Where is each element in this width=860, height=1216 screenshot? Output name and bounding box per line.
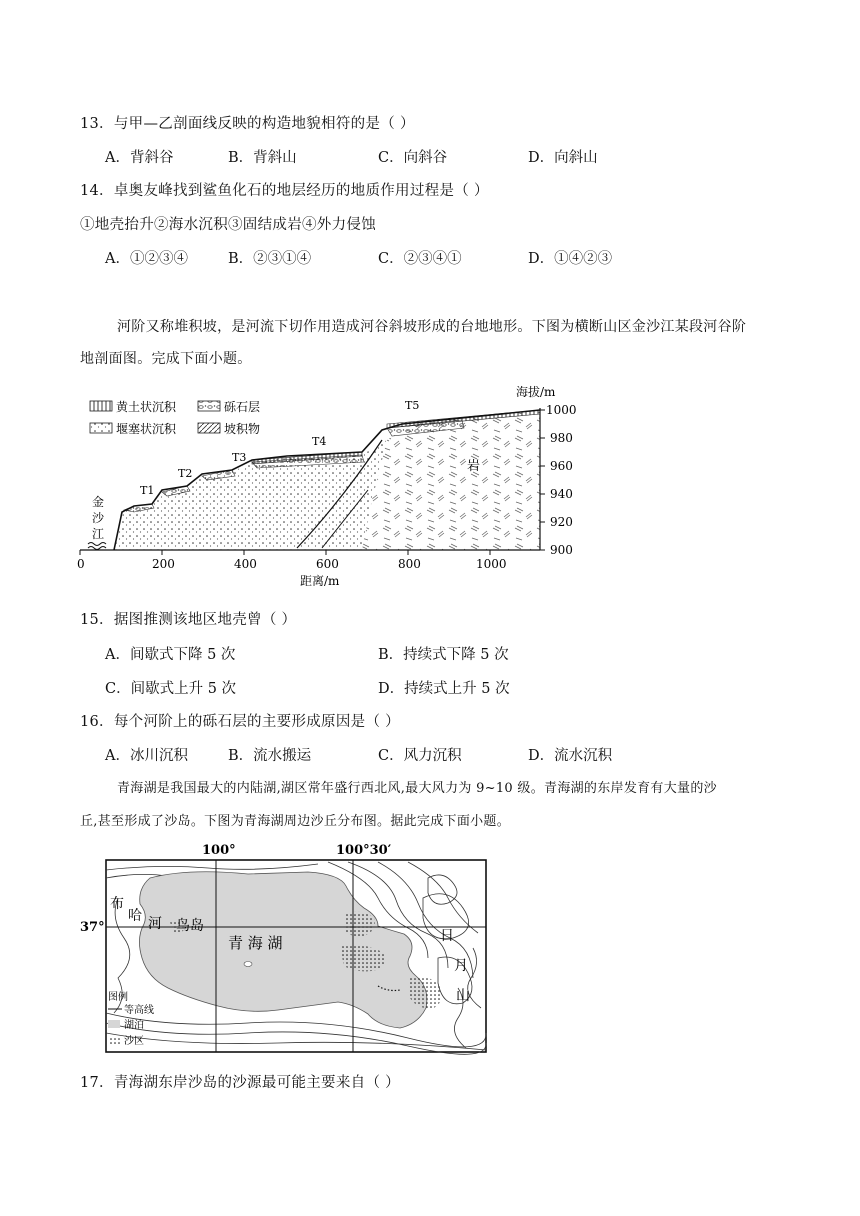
y-tick-960: 960 bbox=[550, 459, 573, 473]
water-wave-icon bbox=[88, 543, 106, 546]
rock-label: 岩 bbox=[467, 459, 481, 474]
legend-lake: 湖泊 bbox=[124, 1020, 144, 1031]
x-tick-200: 200 bbox=[152, 557, 175, 571]
terrace-profile-figure bbox=[72, 380, 612, 590]
q13-option-c[interactable]: C．向斜谷 bbox=[378, 150, 448, 166]
terrace-label-t5: T5 bbox=[405, 399, 420, 412]
label-yue: 月 bbox=[454, 958, 468, 974]
passage2-line1: 青海湖是我国最大的内陆湖,湖区常年盛行西北风,最大风力为 9~10 级。青海湖的东岸发育有大量的沙 bbox=[117, 781, 717, 796]
terrace-label-t2: T2 bbox=[178, 467, 193, 480]
x-tick-0: 0 bbox=[77, 557, 85, 571]
q15-stem: 15．据图推测该地区地壳曾（ ） bbox=[80, 612, 297, 628]
q16-option-c[interactable]: C．风力沉积 bbox=[378, 748, 462, 764]
river-label-3: 江 bbox=[92, 527, 105, 541]
legend-colluvium: 坡积物 bbox=[224, 422, 261, 436]
label-ri: 日 bbox=[440, 928, 454, 944]
label-bu: 布 bbox=[110, 896, 124, 912]
q13-stem: 13．与甲—乙剖面线反映的构造地貌相符的是（ ） bbox=[80, 116, 415, 132]
q14-stem: 14．卓奥友峰找到鲨鱼化石的地层经历的地质作用过程是（ ） bbox=[80, 183, 489, 199]
legend-contour: 等高线 bbox=[124, 1005, 154, 1016]
q14-processes: ①地壳抬升②海水沉积③固结成岩④外力侵蚀 bbox=[80, 217, 376, 233]
x-tick-1000: 1000 bbox=[476, 557, 507, 571]
q13-option-d[interactable]: D．向斜山 bbox=[528, 150, 598, 166]
legend-dammed-deposit: 堰塞状沉积 bbox=[116, 422, 177, 436]
label-niaodao: 鸟岛 bbox=[176, 918, 204, 934]
terrace-label-t3: T3 bbox=[232, 451, 247, 464]
x-tick-800: 800 bbox=[398, 557, 421, 571]
passage1-line2: 地剖面图。完成下面小题。 bbox=[80, 351, 252, 367]
q16-option-d[interactable]: D．流水沉积 bbox=[528, 748, 613, 764]
lon-label-100: 100° bbox=[202, 843, 236, 858]
q13-option-b[interactable]: B．背斜山 bbox=[228, 150, 297, 166]
label-he: 河 bbox=[148, 916, 162, 932]
terrace-label-t4: T4 bbox=[312, 435, 327, 448]
river-label-2: 沙 bbox=[92, 511, 105, 525]
x-axis-title: 距离/m bbox=[300, 574, 340, 588]
q15-option-c[interactable]: C．间歇式上升 5 次 bbox=[105, 681, 237, 697]
q16-option-b[interactable]: B．流水搬运 bbox=[228, 748, 312, 764]
x-ticks bbox=[77, 550, 507, 571]
q15-option-a[interactable]: A．间歇式下降 5 次 bbox=[105, 647, 236, 663]
legend-sand: 沙区 bbox=[124, 1036, 144, 1047]
river-label-1: 金 bbox=[92, 495, 105, 509]
x-tick-600: 600 bbox=[316, 557, 339, 571]
q16-stem: 16．每个河阶上的砾石层的主要形成原因是（ ） bbox=[80, 714, 400, 730]
lon-label-100-30: 100°30′ bbox=[336, 843, 392, 858]
label-qinghai-lake: 青 海 湖 bbox=[228, 934, 283, 952]
terrace-label-t1: T1 bbox=[140, 484, 155, 497]
y-tick-940: 940 bbox=[550, 487, 573, 501]
q16-option-a[interactable]: A．冰川沉积 bbox=[105, 748, 188, 764]
y-tick-920: 920 bbox=[550, 515, 573, 529]
q14-option-c[interactable]: C．②③④① bbox=[378, 251, 462, 267]
passage2-line2: 丘,甚至形成了沙岛。下图为青海湖周边沙丘分布图。据此完成下面小题。 bbox=[80, 814, 511, 829]
q15-option-d[interactable]: D．持续式上升 5 次 bbox=[378, 681, 510, 697]
q13-option-a[interactable]: A．背斜谷 bbox=[105, 150, 174, 166]
q14-option-b[interactable]: B．②③①④ bbox=[228, 251, 312, 267]
y-axis-title: 海拔/m bbox=[516, 385, 556, 399]
y-tick-1000: 1000 bbox=[546, 403, 577, 417]
q14-option-d[interactable]: D．①④②③ bbox=[528, 251, 613, 267]
label-ha: 哈 bbox=[128, 908, 142, 924]
y-tick-980: 980 bbox=[550, 431, 573, 445]
legend-loess: 黄土状沉积 bbox=[116, 400, 177, 414]
q14-option-a[interactable]: A．①②③④ bbox=[105, 251, 188, 267]
lat-label-37: 37° bbox=[80, 920, 105, 935]
y-tick-900: 900 bbox=[550, 543, 573, 557]
q15-option-b[interactable]: B．持续式下降 5 次 bbox=[378, 647, 509, 663]
qinghai-lake-map bbox=[78, 838, 498, 1060]
q17-stem: 17．青海湖东岸沙岛的沙源最可能主要来自（ ） bbox=[80, 1075, 400, 1091]
passage1-line1: 河阶又称堆积坡，是河流下切作用造成河谷斜坡形成的台地地形。下图为横断山区金沙江某段河谷阶 bbox=[117, 319, 747, 335]
legend-title: 图例 bbox=[108, 992, 128, 1003]
x-tick-400: 400 bbox=[234, 557, 257, 571]
y-ticks bbox=[540, 403, 577, 557]
legend-gravel: 砾石层 bbox=[224, 400, 261, 414]
label-shan: 山 bbox=[456, 988, 470, 1004]
